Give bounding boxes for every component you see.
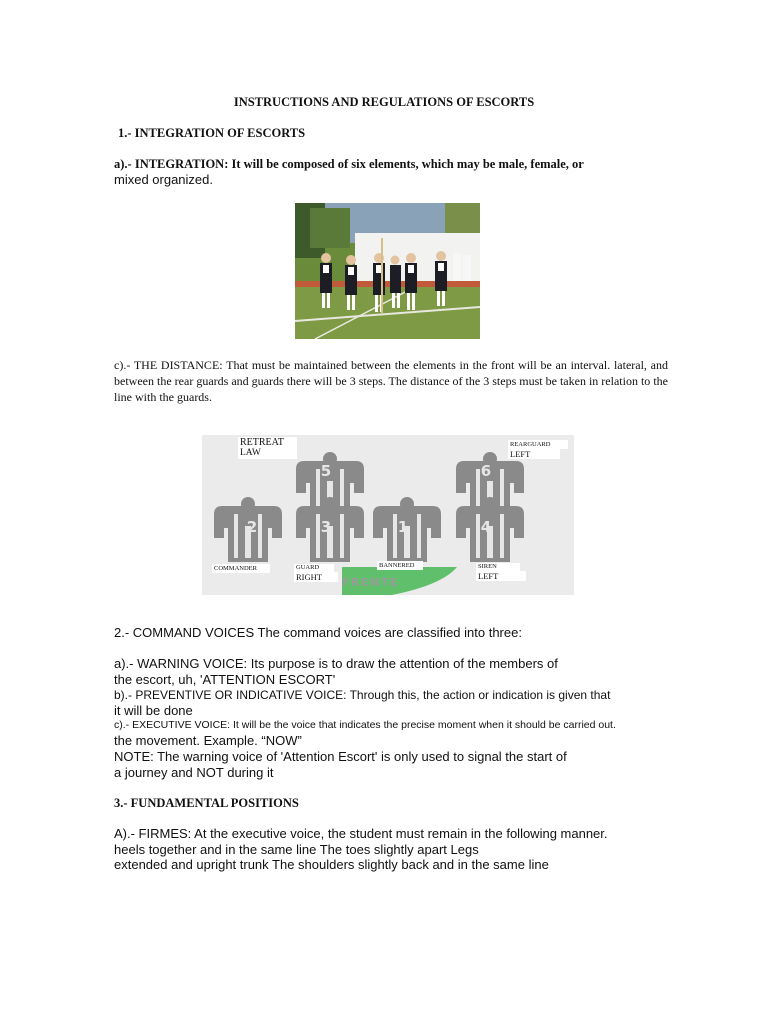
note-line-1: NOTE: The warning voice of 'Attention Escort' is only used to signal the start of [114,749,567,764]
integration-heading: a).- INTEGRATION: It will be composed of six elements, which may be male, female, or [114,157,584,171]
section-3-heading: 3.- FUNDAMENTAL POSITIONS [114,796,299,810]
integration-text: mixed organized. [114,172,213,187]
figure-number: 2 [246,518,258,536]
firmes-line-2: heels together and in the same line The toes slightly apart Legs [114,842,479,857]
firmes-line-3: extended and upright trunk The shoulders slightly back and in the same line [114,857,549,872]
rearguard-left-label: LEFT [508,449,560,459]
siren-label: SIREN [476,563,520,571]
formation-diagram [202,435,574,595]
figure-number: 4 [480,518,492,536]
frente-label: FRENTE [342,576,399,589]
siren-left-label: LEFT [476,571,526,581]
firmes-line-1: A).- FIRMES: At the executive voice, the student must remain in the following manner. [114,826,608,841]
law-label: LAW [238,448,297,459]
bannered-label: BANNERED [377,561,423,570]
note-line-2: a journey and NOT during it [114,765,274,780]
figure-number: 3 [320,518,332,536]
guard-right-label: RIGHT [294,572,338,582]
commander-label: COMMANDER [212,564,270,573]
figure-number: 6 [480,462,492,480]
rearguard-label: REARGUARD [508,440,568,449]
document-title: INSTRUCTIONS AND REGULATIONS OF ESCORTS [233,95,535,109]
section-1-heading: 1.- INTEGRATION OF ESCORTS [118,126,306,140]
preventive-voice-line-2: it will be done [114,703,193,718]
warning-voice-line-1: a).- WARNING VOICE: Its purpose is to draw the attention of the members of [114,656,558,671]
retreat-label: RETREAT [238,437,297,448]
preventive-voice-line-1: b).- PREVENTIVE OR INDICATIVE VOICE: Through this, the action or indication is given that [114,688,611,702]
figure-number: 1 [397,518,409,536]
executive-voice-line-2: the movement. Example. “NOW” [114,733,302,748]
figure-number: 5 [320,462,332,480]
distance-paragraph: c).- THE DISTANCE: That must be maintained between the elements in the front will be an interval. lateral, and between the rear guards and guards there will be 3 steps. The distance of the 3 steps must be taken in relation to the line with the guards. [114,358,668,404]
section-2-heading: 2.- COMMAND VOICES The command voices are classified into three: [114,625,522,640]
escort-photo [295,203,480,339]
guard-label: GUARD [294,564,334,572]
warning-voice-line-2: the escort, uh, 'ATTENTION ESCORT' [114,672,336,687]
executive-voice-line-1: c).- EXECUTIVE VOICE: It will be the voice that indicates the precise moment when it should be carried out. [114,719,616,731]
